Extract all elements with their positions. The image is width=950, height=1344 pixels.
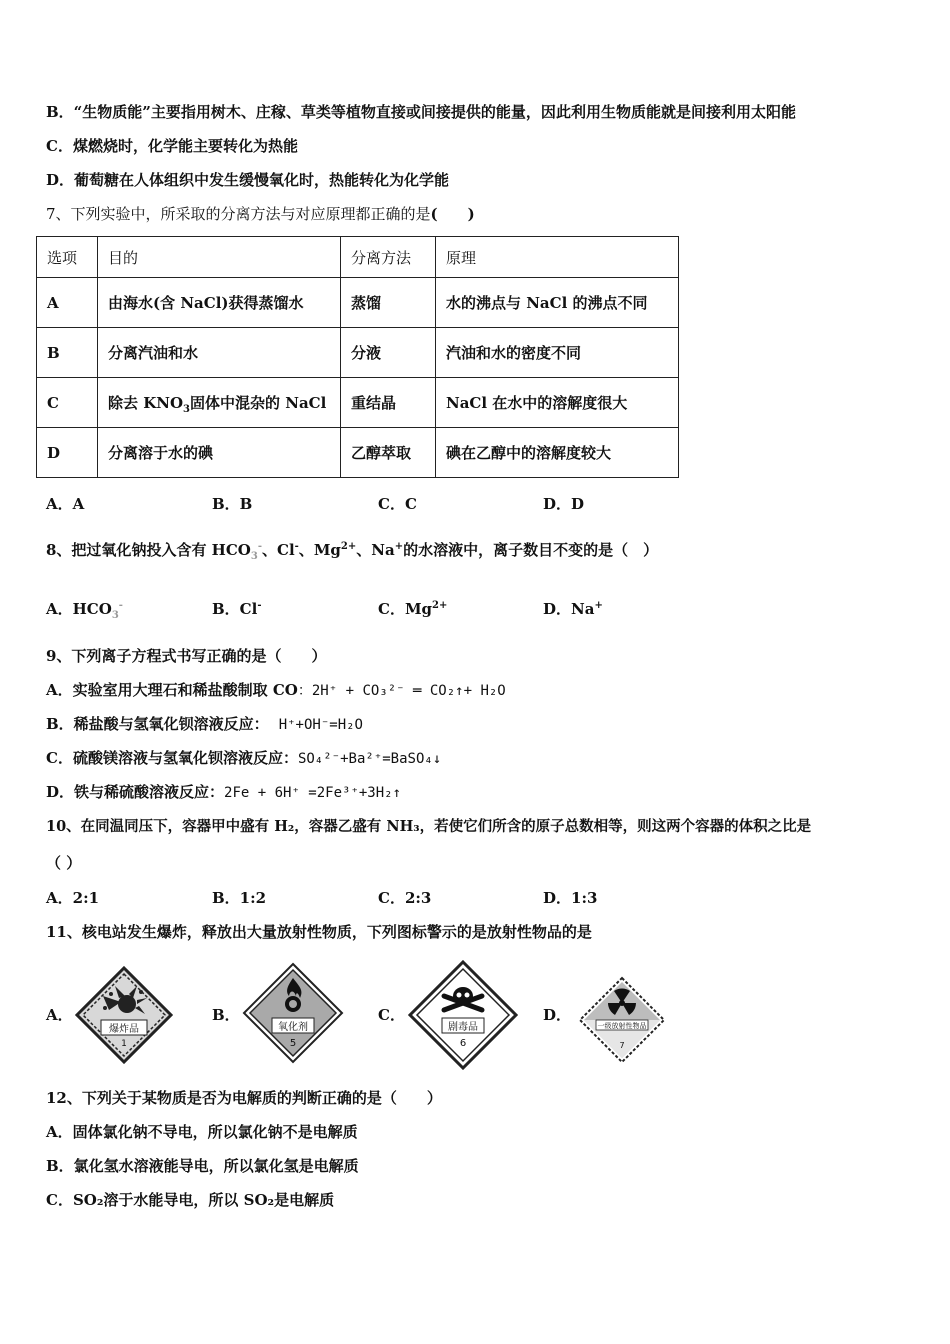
- q10-option-a: A．2:1: [46, 889, 100, 907]
- row-option: B: [37, 328, 98, 378]
- q6-option-c: C．煤燃烧时，化学能主要转化为热能: [46, 137, 298, 155]
- ion-na-sup: +: [394, 541, 404, 552]
- goal-sub: 3: [183, 404, 191, 415]
- table-header-row: [37, 237, 679, 278]
- q8-option-a-sup: -: [118, 600, 123, 611]
- q9-option-d-equation: 2Fe + 6H⁺ =2Fe³⁺+3H₂↑: [224, 785, 402, 801]
- row-principle: 碘在乙醇中的溶解度较大: [436, 428, 679, 478]
- q9-option-b-equation: H⁺+OH⁻=H₂O: [278, 717, 363, 733]
- q11-label-a: A．: [46, 1006, 73, 1024]
- row-method: 分液: [341, 328, 436, 378]
- q8-option-a-sub: 3: [111, 610, 119, 621]
- q12-option-c: C．SO₂溶于水能导电，所以 SO₂是电解质: [46, 1191, 335, 1209]
- sign-b-text: 氧化剂: [278, 1022, 308, 1033]
- q8-option-d: [543, 599, 603, 619]
- sign-d-num: 7: [619, 1041, 625, 1050]
- header-cell-principle: 原理: [436, 237, 679, 278]
- q8-stem-pre: 8、把过氧化钠投入含有: [46, 541, 212, 559]
- radioactive-sign-icon: [578, 976, 666, 1064]
- row-goal: 分离汽油和水: [98, 328, 341, 378]
- row-principle: 水的沸点与 NaCl 的沸点不同: [436, 278, 679, 328]
- q9-option-c: [46, 748, 441, 769]
- q8-option-c-sup: 2+: [432, 600, 448, 611]
- q7-option-b: B．B: [212, 495, 253, 513]
- row-option: D: [37, 428, 98, 478]
- ion-cl-sup: -: [294, 541, 299, 552]
- q12-stem: 12、下列关于某物质是否为电解质的判断正确的是（ ）: [46, 1089, 442, 1107]
- q8-option-a: [46, 599, 123, 619]
- table-row: [37, 428, 679, 478]
- q10-option-b: B．1:2: [212, 889, 267, 907]
- q8-option-c-text: C．Mg: [378, 600, 433, 618]
- row-method: 重结晶: [341, 378, 436, 428]
- row-goal: [98, 378, 341, 428]
- row-option: C: [37, 378, 98, 428]
- q9-option-d-text: D．铁与稀硫酸溶液反应：: [46, 783, 225, 801]
- ion-mg: Mg: [313, 541, 341, 559]
- ion-mg-sup: 2+: [340, 541, 357, 552]
- sep: 、: [356, 541, 372, 559]
- q8-stem-post: 的水溶液中，离子数目不变的是（ ）: [403, 541, 659, 559]
- row-principle: 汽油和水的密度不同: [436, 328, 679, 378]
- q9-option-b-text: B．稀盐酸与氢氧化钡溶液反应：: [46, 715, 269, 733]
- q7-option-c: C．C: [378, 495, 417, 513]
- ion-hco3-sub: 3: [250, 551, 258, 562]
- q6-option-d: D．葡萄糖在人体组织中发生缓慢氧化时，热能转化为化学能: [46, 171, 450, 189]
- q11-label-c: C．: [378, 1006, 405, 1024]
- q8-option-b: [212, 599, 261, 619]
- q7-option-d: D．D: [543, 495, 585, 513]
- sign-a-text: 爆炸品: [109, 1024, 139, 1035]
- explosive-sign-icon: [75, 966, 173, 1064]
- q8-option-b-sup: -: [257, 600, 262, 611]
- q8-option-d-sup: +: [594, 600, 603, 611]
- q8-option-c: [378, 599, 447, 619]
- header-cell-option: 选项: [37, 237, 98, 278]
- sign-c-num: 6: [459, 1038, 467, 1049]
- q11-stem: 11、核电站发生爆炸，释放出大量放射性物质，下列图标警示的是放射性物品的是: [46, 923, 592, 941]
- q11-label-b: B．: [212, 1006, 240, 1024]
- sign-c-text: 剧毒品: [448, 1022, 478, 1033]
- q8-option-b-text: B．Cl: [212, 600, 258, 618]
- q7-stem-text: 7、下列实验中，所采取的分离方法与对应原理都正确的是: [46, 205, 431, 223]
- q6-option-b: B．“生物质能”主要指用树木、庄稼、草类等植物直接或间接提供的能量，因此利用生物质能就是间接利用太阳能: [46, 103, 796, 121]
- row-method: 蒸馏: [341, 278, 436, 328]
- ion-cl: Cl: [277, 541, 295, 559]
- q11-label-d: D．: [543, 1006, 572, 1024]
- table-row: [37, 278, 679, 328]
- sign-b-num: 5: [289, 1038, 297, 1049]
- ion-hco3: HCO: [211, 541, 251, 559]
- q7-paren: ( ): [430, 205, 475, 223]
- row-goal: 分离溶于水的碘: [98, 428, 341, 478]
- ion-hco3-sup: -: [257, 541, 262, 552]
- q7-option-a: A．A: [46, 495, 85, 513]
- goal-post: 固体中混杂的 NaCl: [190, 394, 327, 412]
- q10-option-c: C．2:3: [378, 889, 432, 907]
- row-option: A: [37, 278, 98, 328]
- sign-a-num: 1: [121, 1039, 127, 1049]
- q9-option-a-text: A．实验室用大理石和稀盐酸制取 CO: [46, 681, 298, 699]
- q10-option-d: D．1:3: [543, 889, 598, 907]
- row-method: 乙醇萃取: [341, 428, 436, 478]
- q8-option-d-text: D．Na: [543, 600, 595, 618]
- q12-option-a: A．固体氯化钠不导电，所以氯化钠不是电解质: [46, 1123, 358, 1141]
- q9-option-b: [46, 714, 363, 735]
- q10-stem: 10、在同温同压下，容器甲中盛有 H₂，容器乙盛有 NH₃，若使它们所含的原子总数相等，则这两个容器的体积之比是: [46, 818, 812, 835]
- q8-stem: [46, 540, 658, 560]
- table-row: [37, 378, 679, 428]
- sign-d-text: 一级放射性物品: [597, 1022, 647, 1030]
- q8-option-a-text: A．HCO: [46, 600, 112, 618]
- q9-stem: 9、下列离子方程式书写正确的是（ ）: [46, 647, 327, 665]
- q10-paren: （ ）: [46, 854, 82, 872]
- q9-option-c-equation: SO₄²⁻+Ba²⁺=BaSO₄↓: [297, 751, 442, 767]
- sep: 、: [261, 541, 277, 559]
- q9-option-c-text: C．硫酸镁溶液与氢氧化钡溶液反应：: [46, 749, 298, 767]
- ion-na: Na: [371, 541, 395, 559]
- q9-option-a-equation: ：2H⁺ + CO₃²⁻ ═ CO₂↑+ H₂O: [297, 683, 506, 699]
- goal-pre: 除去 KNO: [108, 394, 184, 412]
- header-cell-goal: 目的: [98, 237, 341, 278]
- oxidizer-sign-icon: [242, 962, 344, 1064]
- row-principle: NaCl 在水中的溶解度很大: [436, 378, 679, 428]
- q9-option-a: [46, 680, 506, 701]
- q9-option-d: [46, 782, 401, 803]
- q7-stem: [46, 204, 475, 224]
- q7-table: [36, 236, 679, 478]
- toxic-sign-icon: [408, 960, 518, 1070]
- sep: 、: [298, 541, 314, 559]
- row-goal: 由海水(含 NaCl)获得蒸馏水: [98, 278, 341, 328]
- q12-option-b: B．氯化氢水溶液能导电，所以氯化氢是电解质: [46, 1157, 359, 1175]
- header-cell-method: 分离方法: [341, 237, 436, 278]
- table-row: [37, 328, 679, 378]
